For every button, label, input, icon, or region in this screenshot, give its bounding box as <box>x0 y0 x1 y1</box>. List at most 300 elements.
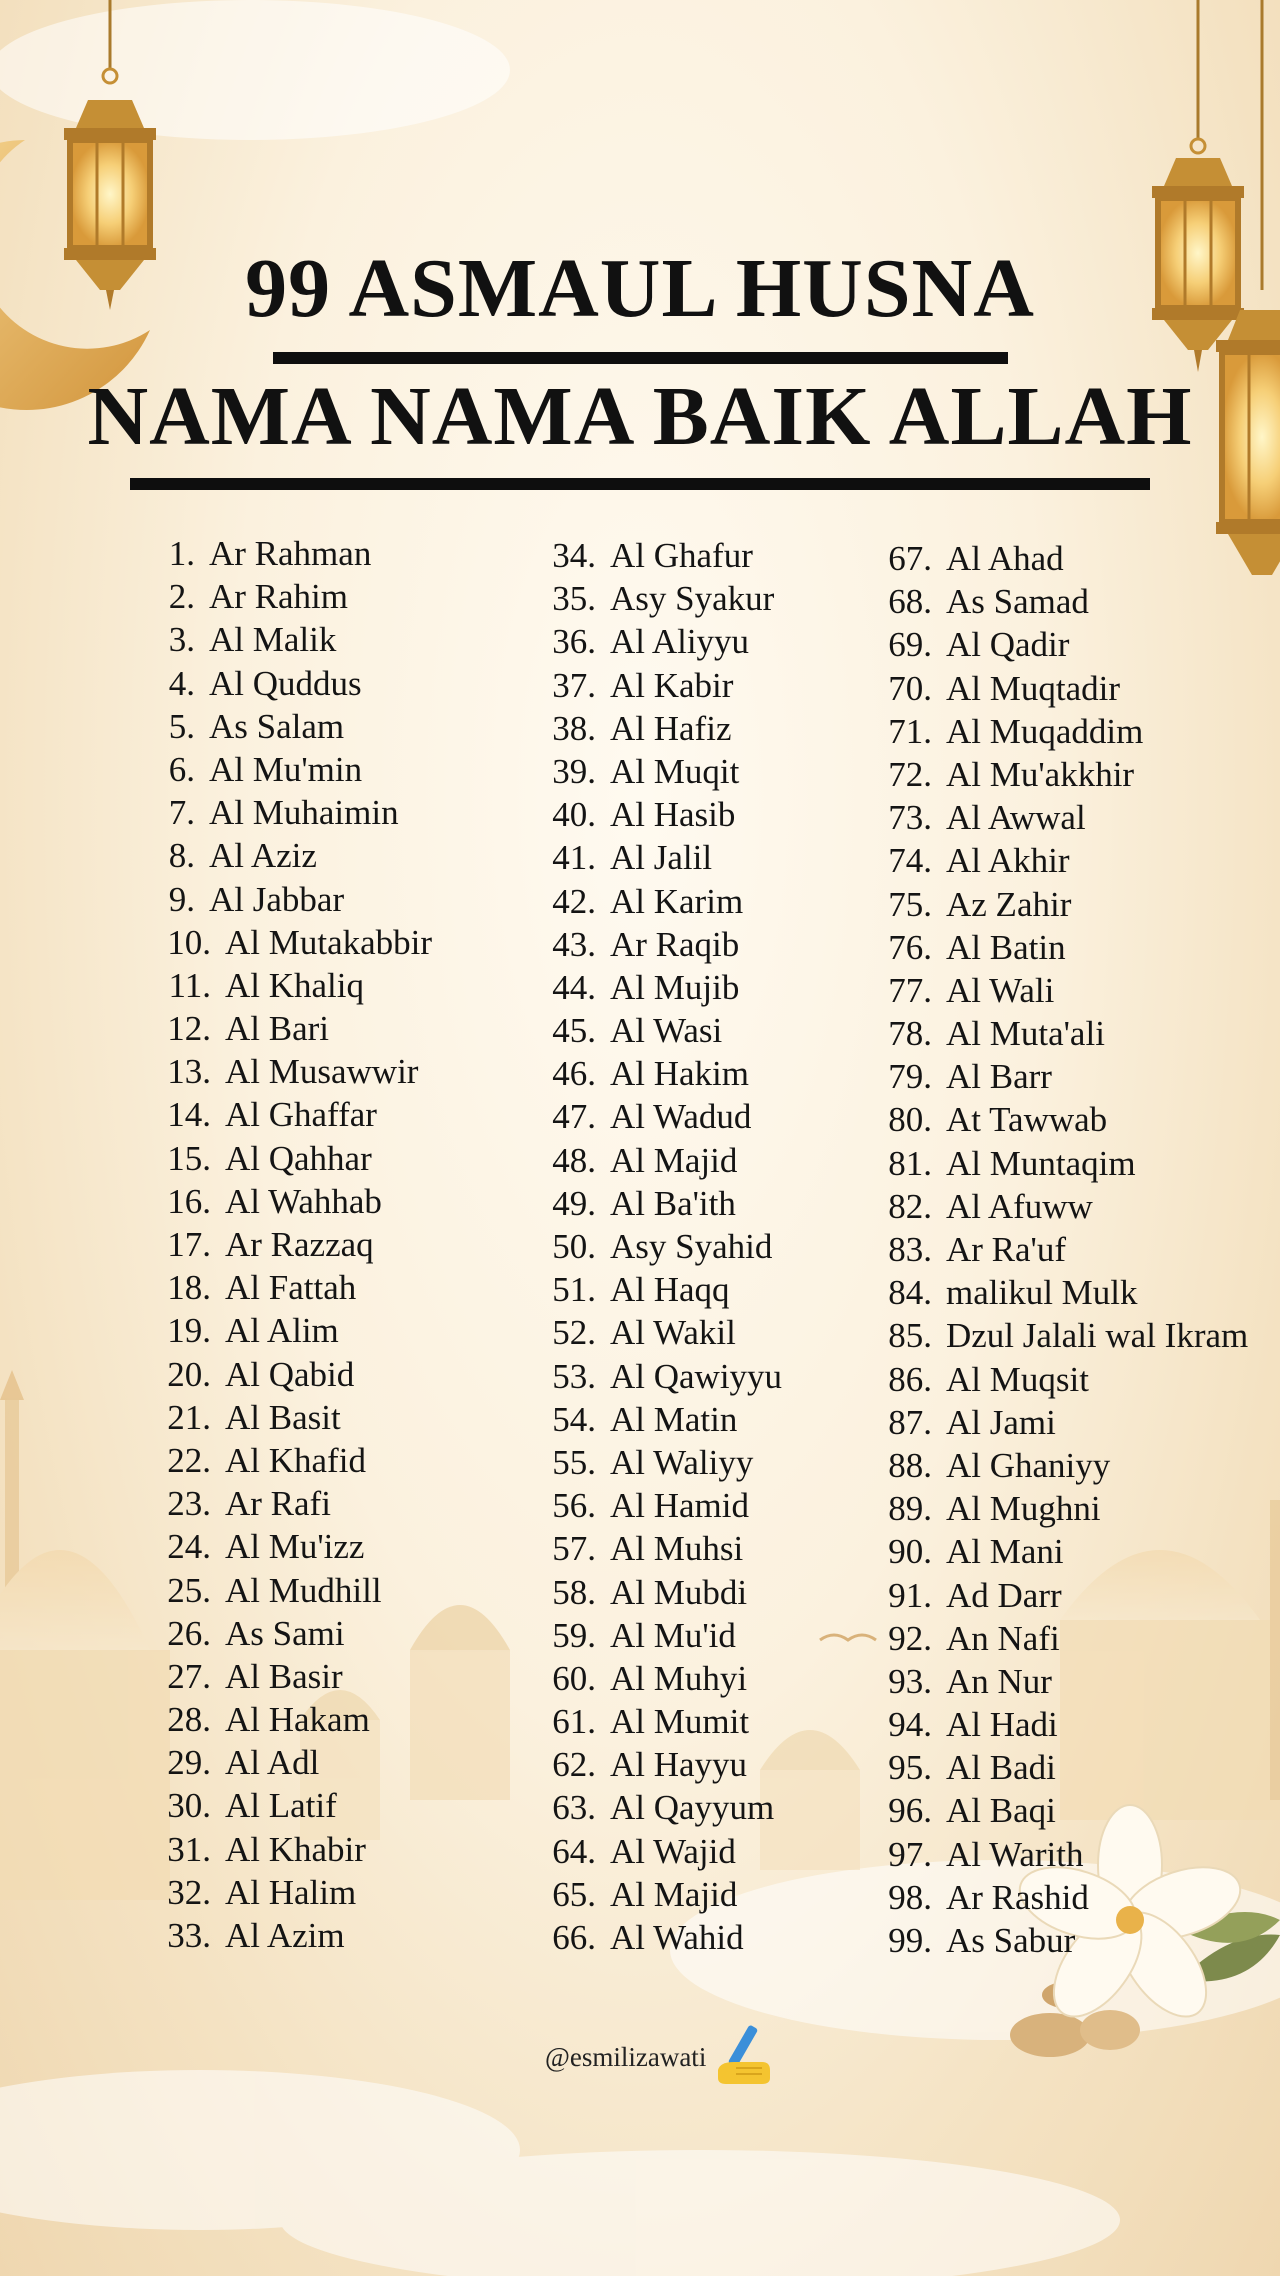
item-number: 87. <box>888 1402 932 1442</box>
item-number: 10. <box>167 922 211 962</box>
item-number: 43. <box>552 924 596 964</box>
list-item <box>145 662 432 705</box>
item-name: Ar Razzaq <box>225 1225 374 1264</box>
item-number: 46. <box>552 1054 596 1094</box>
item-number: 84. <box>888 1273 932 1313</box>
item-name: Al Ahad <box>946 539 1064 578</box>
item-name: Ar Ra'uf <box>946 1230 1067 1269</box>
list-item <box>866 537 1248 580</box>
item-number: 25. <box>167 1570 211 1610</box>
list-item <box>530 966 782 1009</box>
item-name: Ar Raqib <box>610 924 740 964</box>
item-name: Al Jalil <box>610 838 713 878</box>
item-number: 60. <box>552 1658 596 1698</box>
item-name: Al Mudhill <box>225 1570 382 1610</box>
item-number: 33. <box>167 1916 211 1955</box>
list-item <box>866 1617 1248 1660</box>
list-item <box>530 664 782 707</box>
item-name: Al Khabir <box>225 1829 366 1869</box>
item-number: 5. <box>168 706 195 746</box>
names-column-2 <box>530 534 782 1959</box>
author-credit <box>545 2022 772 2093</box>
item-name: Al Wakil <box>610 1313 736 1353</box>
item-number: 51. <box>552 1270 596 1310</box>
list-item <box>530 577 782 620</box>
list-item <box>145 1655 432 1698</box>
item-number: 50. <box>552 1227 596 1266</box>
item-number: 42. <box>552 881 596 921</box>
item-number: 38. <box>552 708 596 748</box>
item-number: 18. <box>167 1268 211 1308</box>
list-item <box>145 1223 432 1266</box>
list-item <box>866 839 1248 882</box>
list-item <box>145 1439 432 1482</box>
list-item <box>530 1441 782 1484</box>
list-item <box>530 923 782 966</box>
list-item <box>530 793 782 836</box>
item-name: Al Qawiyyu <box>610 1356 783 1396</box>
item-name: Al Majid <box>610 1874 738 1914</box>
item-name: Ar Rashid <box>946 1877 1089 1917</box>
item-name: Al Latif <box>225 1786 337 1826</box>
item-number: 24. <box>167 1527 211 1567</box>
item-number: 91. <box>888 1575 932 1615</box>
list-item <box>866 753 1248 796</box>
list-item <box>866 1746 1248 1789</box>
item-number: 98. <box>888 1877 932 1917</box>
item-number: 97. <box>888 1834 932 1874</box>
list-item <box>145 1180 432 1223</box>
list-item <box>145 1828 432 1871</box>
list-item <box>866 1185 1248 1228</box>
item-number: 32. <box>167 1872 211 1912</box>
item-number: 81. <box>888 1143 932 1183</box>
item-name: Az Zahir <box>946 884 1072 924</box>
item-number: 23. <box>167 1484 211 1524</box>
item-number: 57. <box>552 1529 596 1569</box>
item-number: 83. <box>888 1230 932 1269</box>
list-item <box>530 1009 782 1052</box>
item-number: 67. <box>888 539 932 578</box>
item-number: 44. <box>552 967 596 1007</box>
item-number: 37. <box>552 665 596 705</box>
list-item <box>866 710 1248 753</box>
list-item <box>866 1271 1248 1314</box>
item-number: 68. <box>888 582 932 622</box>
item-name: As Salam <box>209 706 345 746</box>
list-item <box>530 534 782 577</box>
item-number: 74. <box>888 841 932 881</box>
item-name: Asy Syakur <box>610 579 775 619</box>
item-number: 19. <box>167 1311 211 1351</box>
item-number: 9. <box>168 879 195 919</box>
item-name: Al Ghafur <box>610 536 753 575</box>
item-number: 26. <box>167 1613 211 1653</box>
list-item <box>145 1093 432 1136</box>
item-name: Al Ba'ith <box>610 1183 736 1223</box>
list-item <box>145 1353 432 1396</box>
list-item <box>145 705 432 748</box>
item-number: 78. <box>888 1014 932 1054</box>
item-number: 29. <box>167 1743 211 1783</box>
item-name: Dzul Jalali wal Ikram <box>946 1316 1249 1356</box>
item-number: 58. <box>552 1572 596 1612</box>
list-item <box>145 964 432 1007</box>
item-name: Al Musawwir <box>225 1052 419 1092</box>
list-item <box>530 1873 782 1916</box>
item-name: Al Fattah <box>225 1268 357 1308</box>
item-name: Al Azim <box>225 1916 345 1955</box>
list-item <box>866 1876 1248 1919</box>
item-name: Al Muqtadir <box>946 668 1121 708</box>
item-number: 71. <box>888 711 932 751</box>
list-item <box>530 1700 782 1743</box>
item-number: 1. <box>168 534 195 573</box>
item-name: Al Warith <box>946 1834 1084 1874</box>
list-item <box>530 1355 782 1398</box>
item-number: 8. <box>168 836 195 876</box>
item-name: Al Barr <box>946 1057 1052 1097</box>
item-name: Ar Rahim <box>209 577 349 617</box>
list-item <box>530 620 782 663</box>
list-item <box>145 1396 432 1439</box>
item-number: 82. <box>888 1186 932 1226</box>
item-name: Al Quddus <box>209 663 362 703</box>
item-number: 62. <box>552 1745 596 1785</box>
list-item <box>866 1574 1248 1617</box>
item-number: 53. <box>552 1356 596 1396</box>
list-item <box>145 1309 432 1352</box>
item-number: 99. <box>888 1921 932 1960</box>
list-item <box>866 1314 1248 1357</box>
item-name: Al Wahhab <box>225 1181 382 1221</box>
item-number: 75. <box>888 884 932 924</box>
item-number: 65. <box>552 1874 596 1914</box>
list-item <box>866 1098 1248 1141</box>
item-number: 95. <box>888 1748 932 1788</box>
item-number: 15. <box>167 1138 211 1178</box>
item-number: 89. <box>888 1489 932 1529</box>
item-number: 96. <box>888 1791 932 1831</box>
item-name: Al Hayyu <box>610 1745 748 1785</box>
item-number: 76. <box>888 927 932 967</box>
list-item <box>145 575 432 618</box>
item-name: Al Hafiz <box>610 708 732 748</box>
item-name: Al Wahid <box>610 1918 744 1957</box>
item-name: Al Muqaddim <box>946 711 1144 751</box>
item-number: 39. <box>552 751 596 791</box>
list-item <box>866 1358 1248 1401</box>
item-name: Al Haqq <box>610 1270 730 1310</box>
item-number: 40. <box>552 795 596 835</box>
item-number: 41. <box>552 838 596 878</box>
list-item <box>530 1916 782 1959</box>
item-name: Al Hasib <box>610 795 736 835</box>
list-item <box>145 921 432 964</box>
item-name: Al Hakim <box>610 1054 750 1094</box>
page-subtitle: NAMA NAMA BAIK ALLAH <box>87 370 1193 463</box>
item-name: Al Batin <box>946 927 1066 967</box>
list-item <box>530 1268 782 1311</box>
list-item <box>530 750 782 793</box>
item-name: Al Qahhar <box>225 1138 372 1178</box>
item-name: Al Qayyum <box>610 1788 775 1828</box>
list-item <box>530 1052 782 1095</box>
list-item <box>866 796 1248 839</box>
item-name: Al Mubdi <box>610 1572 748 1612</box>
list-item <box>866 580 1248 623</box>
list-item <box>530 1225 782 1268</box>
item-number: 52. <box>552 1313 596 1353</box>
item-name: Al Khafid <box>225 1440 366 1480</box>
list-item <box>866 1530 1248 1573</box>
list-item <box>866 1012 1248 1055</box>
item-name: Al Muhsi <box>610 1529 744 1569</box>
item-name: Al Mumit <box>610 1702 750 1742</box>
item-name: Al Majid <box>610 1140 738 1180</box>
names-column-1 <box>145 532 432 1957</box>
item-name: As Sabur <box>946 1921 1076 1960</box>
list-item <box>530 1182 782 1225</box>
item-number: 86. <box>888 1359 932 1399</box>
item-name: Al Aliyyu <box>610 622 750 662</box>
title-underline <box>273 352 1008 364</box>
item-number: 2. <box>168 577 195 617</box>
item-name: Ar Rahman <box>209 534 372 573</box>
list-item <box>530 880 782 923</box>
item-number: 11. <box>168 965 211 1005</box>
list-item <box>145 748 432 791</box>
list-item <box>145 618 432 661</box>
item-name: Al Ghaniyy <box>946 1445 1111 1485</box>
list-item <box>145 1612 432 1655</box>
item-number: 80. <box>888 1100 932 1140</box>
list-item <box>866 1660 1248 1703</box>
item-name: Al Bari <box>225 1009 330 1049</box>
writing-hand-icon <box>712 2022 772 2093</box>
page-title: 99 ASMAUL HUSNA <box>245 242 1035 335</box>
item-number: 31. <box>167 1829 211 1869</box>
item-name: Al Jabbar <box>209 879 345 919</box>
item-number: 88. <box>888 1445 932 1485</box>
item-name: Al Mu'izz <box>225 1527 365 1567</box>
item-name: Al Qabid <box>225 1354 355 1394</box>
item-name: Al Badi <box>946 1748 1056 1788</box>
item-number: 36. <box>552 622 596 662</box>
list-item <box>145 1784 432 1827</box>
list-item <box>866 1228 1248 1271</box>
item-name: malikul Mulk <box>946 1273 1138 1313</box>
item-name: Al Wasi <box>610 1011 723 1051</box>
item-number: 92. <box>888 1618 932 1658</box>
list-item <box>145 1871 432 1914</box>
item-number: 61. <box>552 1702 596 1742</box>
item-name: Asy Syahid <box>610 1227 773 1266</box>
list-item <box>530 1311 782 1354</box>
item-number: 79. <box>888 1057 932 1097</box>
item-number: 28. <box>167 1700 211 1740</box>
list-item <box>866 1401 1248 1444</box>
item-name: Al Awwal <box>946 798 1086 838</box>
list-item <box>530 1571 782 1614</box>
list-item <box>145 1569 432 1612</box>
list-item <box>145 791 432 834</box>
item-number: 27. <box>167 1656 211 1696</box>
list-item <box>530 836 782 879</box>
item-number: 13. <box>167 1052 211 1092</box>
item-name: Al Wali <box>946 970 1055 1010</box>
item-name: Al Mu'id <box>610 1615 736 1655</box>
list-item <box>866 623 1248 666</box>
list-item <box>145 1525 432 1568</box>
item-number: 94. <box>888 1705 932 1745</box>
list-item <box>866 1444 1248 1487</box>
item-name: Al Baqi <box>946 1791 1056 1831</box>
item-name: Al Basir <box>225 1656 343 1696</box>
item-number: 55. <box>552 1442 596 1482</box>
list-item <box>145 834 432 877</box>
item-number: 35. <box>552 579 596 619</box>
list-item <box>530 1830 782 1873</box>
item-name: Al Afuww <box>946 1186 1093 1226</box>
item-name: Al Mu'min <box>209 749 363 789</box>
list-item <box>145 1007 432 1050</box>
list-item <box>145 1050 432 1093</box>
item-number: 49. <box>552 1183 596 1223</box>
list-item <box>866 969 1248 1012</box>
item-number: 85. <box>888 1316 932 1356</box>
list-item <box>145 1698 432 1741</box>
list-item <box>530 1657 782 1700</box>
item-name: Al Akhir <box>946 841 1070 881</box>
item-number: 7. <box>168 793 195 833</box>
item-name: As Samad <box>946 582 1089 622</box>
item-number: 45. <box>552 1011 596 1051</box>
list-item <box>145 878 432 921</box>
item-name: Al Hamid <box>610 1486 750 1526</box>
item-name: An Nur <box>946 1661 1052 1701</box>
list-item <box>530 1095 782 1138</box>
item-name: Al Ghaffar <box>225 1095 377 1135</box>
item-number: 63. <box>552 1788 596 1828</box>
item-number: 64. <box>552 1831 596 1871</box>
item-name: Al Muqsit <box>946 1359 1089 1399</box>
item-number: 30. <box>167 1786 211 1826</box>
item-name: Al Wadud <box>610 1097 752 1137</box>
list-item <box>530 1743 782 1786</box>
list-item <box>145 1914 432 1957</box>
item-number: 48. <box>552 1140 596 1180</box>
item-name: Al Alim <box>225 1311 339 1351</box>
item-number: 70. <box>888 668 932 708</box>
item-number: 14. <box>167 1095 211 1135</box>
item-number: 77. <box>888 970 932 1010</box>
item-number: 21. <box>167 1397 211 1437</box>
list-item <box>866 1833 1248 1876</box>
list-item <box>145 1137 432 1180</box>
item-name: Al Muntaqim <box>946 1143 1136 1183</box>
item-number: 59. <box>552 1615 596 1655</box>
list-item <box>530 1527 782 1570</box>
item-number: 3. <box>168 620 195 660</box>
item-number: 72. <box>888 754 932 794</box>
list-item <box>866 1055 1248 1098</box>
item-number: 66. <box>552 1918 596 1957</box>
names-column-3 <box>866 537 1248 1962</box>
item-name: Al Halim <box>225 1872 357 1912</box>
item-name: At Tawwab <box>946 1100 1108 1140</box>
item-name: Al Karim <box>610 881 744 921</box>
item-number: 4. <box>168 663 195 703</box>
item-number: 73. <box>888 798 932 838</box>
item-number: 6. <box>168 749 195 789</box>
item-name: Al Matin <box>610 1399 738 1439</box>
item-name: Al Waliyy <box>610 1442 754 1482</box>
list-item <box>530 1139 782 1182</box>
list-item <box>866 1703 1248 1746</box>
item-name: Al Qadir <box>946 625 1070 665</box>
list-item <box>530 707 782 750</box>
item-name: Ad Darr <box>946 1575 1062 1615</box>
list-item <box>145 1741 432 1784</box>
item-name: An Nafi <box>946 1618 1060 1658</box>
item-name: Al Basit <box>225 1397 341 1437</box>
item-name: Al Muhyi <box>610 1658 748 1698</box>
item-number: 90. <box>888 1532 932 1572</box>
item-name: Al Muqit <box>610 751 740 791</box>
list-item <box>530 1484 782 1527</box>
item-number: 93. <box>888 1661 932 1701</box>
list-item <box>866 1789 1248 1832</box>
item-name: Al Hakam <box>225 1700 370 1740</box>
item-name: Al Hadi <box>946 1705 1058 1745</box>
item-name: Al Mani <box>946 1532 1064 1572</box>
item-number: 16. <box>167 1181 211 1221</box>
list-item <box>866 1487 1248 1530</box>
list-item <box>866 1919 1248 1962</box>
item-name: Al Mu'akkhir <box>946 754 1135 794</box>
item-name: Al Mughni <box>946 1489 1101 1529</box>
item-number: 54. <box>552 1399 596 1439</box>
item-number: 47. <box>552 1097 596 1137</box>
list-item <box>866 1142 1248 1185</box>
item-name: Al Wajid <box>610 1831 736 1871</box>
list-item <box>866 667 1248 710</box>
list-item <box>145 532 432 575</box>
item-name: Al Adl <box>225 1743 320 1783</box>
item-name: Al Khaliq <box>225 965 365 1005</box>
item-name: Al Aziz <box>209 836 317 876</box>
subtitle-underline <box>130 478 1150 490</box>
item-name: Al Kabir <box>610 665 734 705</box>
author-handle: @esmilizawati <box>545 2042 707 2072</box>
list-item <box>530 1614 782 1657</box>
list-item <box>145 1266 432 1309</box>
item-name: Al Malik <box>209 620 337 660</box>
list-item <box>866 883 1248 926</box>
item-number: 34. <box>552 536 596 575</box>
item-name: Al Muta'ali <box>946 1014 1105 1054</box>
item-name: Al Mutakabbir <box>225 922 433 962</box>
item-name: Ar Rafi <box>225 1484 331 1524</box>
list-item <box>530 1786 782 1829</box>
list-item <box>145 1482 432 1525</box>
item-name: Al Jami <box>946 1402 1056 1442</box>
item-name: Al Muhaimin <box>209 793 399 833</box>
item-number: 17. <box>167 1225 211 1264</box>
item-number: 56. <box>552 1486 596 1526</box>
item-number: 12. <box>167 1009 211 1049</box>
